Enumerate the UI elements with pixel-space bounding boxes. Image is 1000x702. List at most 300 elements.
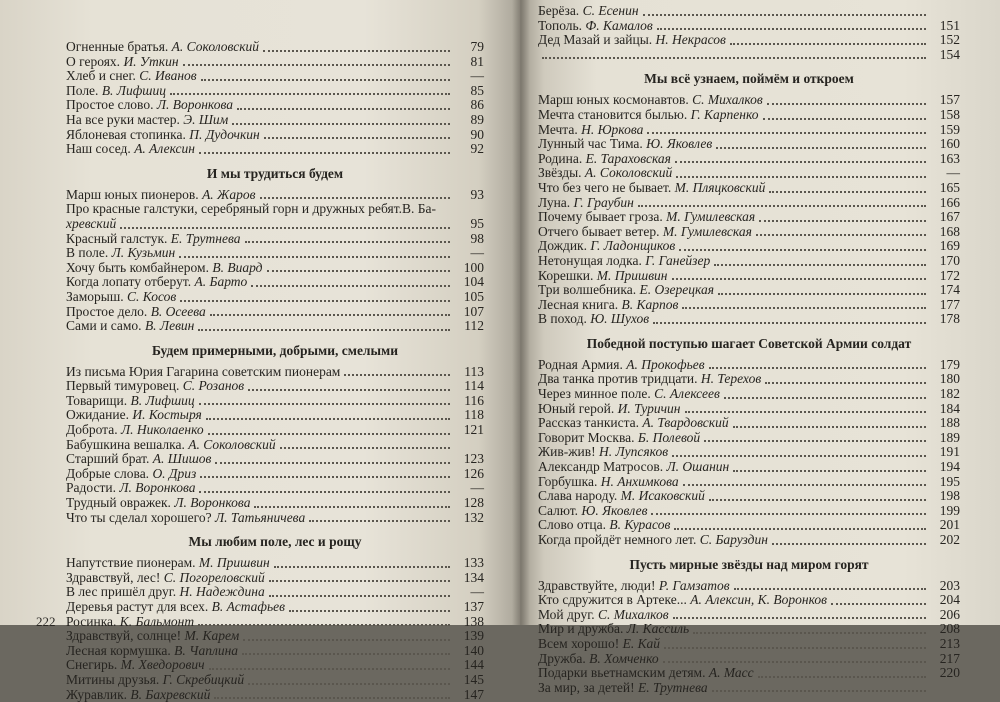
entry-page-number: 144 xyxy=(463,657,484,673)
entry-author: В. Хомченко xyxy=(589,650,659,666)
dot-leader xyxy=(542,56,926,59)
entry-work-title: Отчего бывает ветер. xyxy=(538,223,660,239)
entry-work-title: Напутствие пионерам. xyxy=(66,555,196,571)
entry-page-number: 118 xyxy=(464,407,484,423)
entry-page-number: 188 xyxy=(939,415,960,431)
entry-title xyxy=(66,69,197,84)
entry-title xyxy=(538,652,659,667)
entry-title xyxy=(66,600,285,615)
entry-title xyxy=(538,533,768,548)
toc-entry xyxy=(66,600,484,615)
entry-work-title: Старший брат. xyxy=(66,451,150,467)
toc-entry xyxy=(538,533,960,548)
dot-leader xyxy=(267,269,451,272)
toc-entry xyxy=(538,48,960,63)
entry-author: Е. Трутнева xyxy=(637,679,708,695)
entry-page-number: 90 xyxy=(470,126,484,142)
toc-entry xyxy=(66,644,484,659)
entry-page-number: 92 xyxy=(470,141,484,157)
entry-title-line xyxy=(66,217,116,232)
entry-work-title: Марш юных космонавтов. xyxy=(538,92,689,108)
entry-page-number: 213 xyxy=(939,635,960,651)
entry-author: В. Бахревский xyxy=(130,686,211,702)
dot-leader xyxy=(831,602,926,605)
entry-title xyxy=(66,319,194,334)
entry-page-number: 151 xyxy=(939,17,960,33)
entry-author: С. Баруздин xyxy=(699,532,768,547)
toc-entry xyxy=(538,166,960,181)
page-number: 222 xyxy=(36,614,56,629)
dot-leader xyxy=(683,483,926,486)
dot-leader xyxy=(673,616,926,619)
dot-leader xyxy=(120,226,450,229)
entry-work-title: Всем хорошо! xyxy=(538,635,620,651)
entry-page-number: 184 xyxy=(939,400,960,416)
toc-entry xyxy=(538,123,960,138)
entry-author: Е. Трутнева xyxy=(170,230,241,246)
toc-entry xyxy=(66,275,484,290)
toc-entry xyxy=(66,658,484,673)
entry-author: С. Розанов xyxy=(182,378,245,394)
entry-page-number: 165 xyxy=(939,179,960,195)
dot-leader xyxy=(208,432,450,435)
toc-entry xyxy=(66,84,484,99)
entry-work-title: Дед Мазай и зайцы. xyxy=(538,32,653,48)
entry-page-number: 206 xyxy=(939,606,960,622)
entry-page-number: 204 xyxy=(939,592,960,608)
entry-page-number: 121 xyxy=(463,422,484,438)
entry-work-title: Здравствуй, солнце! xyxy=(66,628,182,644)
entry-page-number: — xyxy=(470,245,484,261)
entry-title xyxy=(66,305,206,320)
section-heading: Мы любим поле, лес и рощу xyxy=(188,534,362,550)
toc-entry xyxy=(66,615,484,630)
entry-work-title: Хлеб и снег. xyxy=(66,68,136,84)
entry-author: М. Гумилевская xyxy=(662,223,752,239)
toc-entry xyxy=(538,652,960,667)
entry-work-title: Росинка. xyxy=(66,613,117,629)
toc-entry xyxy=(66,481,484,496)
entry-author: С. Есенин xyxy=(582,3,639,18)
entry-work-title: Мечта становится былью. xyxy=(538,106,688,122)
entry-page-number: 189 xyxy=(939,429,960,445)
dot-leader xyxy=(714,263,926,266)
dot-leader xyxy=(170,92,450,95)
entry-page-number: — xyxy=(946,165,960,181)
entry-page-number: 174 xyxy=(939,282,960,298)
entry-title xyxy=(66,394,195,409)
entry-work-title: О героях. xyxy=(66,53,121,69)
entry-work-title: Через минное поле. xyxy=(538,386,651,402)
right-toc-column xyxy=(538,4,960,695)
entry-page-number: 159 xyxy=(939,121,960,137)
entry-work-title: Яблоневая стопинка. xyxy=(66,126,186,142)
entry-work-title: Из письма Юрия Гагарина советским пионерам xyxy=(66,363,341,379)
entry-work-title: Жив-жив! xyxy=(538,444,596,460)
entry-title xyxy=(538,123,643,138)
entry-title xyxy=(66,452,211,467)
entry-work-title: Огненные братья. xyxy=(66,39,169,54)
section-heading: Пусть мирные звёзды над миром горят xyxy=(629,556,869,572)
section-heading: Будем примерными, добрыми, смелыми xyxy=(151,342,399,358)
entry-title xyxy=(538,254,710,269)
entry-work-title: Наш сосед. xyxy=(66,141,131,157)
entry-author: А. Твардовский xyxy=(642,415,729,431)
entry-page-number: 81 xyxy=(470,53,484,69)
entry-title xyxy=(538,166,672,181)
entry-title xyxy=(66,467,196,482)
dot-leader xyxy=(709,366,926,369)
dot-leader xyxy=(180,299,450,302)
toc-entry xyxy=(538,608,960,623)
section-heading: Мы всё узнаем, поймём и откроем xyxy=(644,71,854,87)
entry-title xyxy=(66,408,202,423)
entry-author: Г. Ганейзер xyxy=(645,252,711,268)
dot-leader xyxy=(214,696,450,699)
dot-leader xyxy=(210,313,450,316)
dot-leader xyxy=(215,461,450,464)
right-page xyxy=(520,0,1000,695)
toc-entry xyxy=(538,239,960,254)
entry-page-number: 126 xyxy=(463,465,484,481)
entry-author: Е. Тараховская xyxy=(585,150,671,166)
entry-author: С. Михалков xyxy=(597,606,669,622)
dot-leader xyxy=(251,284,450,287)
entry-page-number: 140 xyxy=(463,642,484,658)
entry-title xyxy=(66,438,276,453)
entry-title xyxy=(66,481,195,496)
entry-author: А. Соколовский xyxy=(188,436,276,452)
entry-author: В. Чаплина xyxy=(174,642,239,658)
entry-author: В. Виард xyxy=(212,259,263,275)
entry-page-number: 95 xyxy=(470,215,484,231)
toc-entry xyxy=(538,445,960,460)
entry-title xyxy=(66,379,244,394)
toc-entry xyxy=(66,188,484,203)
dot-leader xyxy=(243,638,450,641)
entry-page-number: 217 xyxy=(939,650,960,666)
dot-leader xyxy=(693,631,926,634)
toc-entry xyxy=(538,225,960,240)
entry-work-title: Снегирь. xyxy=(66,657,118,673)
entry-work-title: Поле. xyxy=(66,82,99,98)
entry-page-number: 134 xyxy=(463,569,484,585)
entry-author: Г. Граубин xyxy=(573,194,634,210)
entry-page-number: 208 xyxy=(939,621,960,637)
toc-entry xyxy=(538,196,960,211)
entry-work-title: Когда лопату отберут. xyxy=(66,274,192,290)
toc-entry xyxy=(66,113,484,128)
toc-entry xyxy=(66,423,484,438)
entry-title xyxy=(66,113,228,128)
entry-page-number: 105 xyxy=(463,288,484,304)
entry-work-title: Родная Армия. xyxy=(538,356,623,372)
toc-entry xyxy=(538,19,960,34)
entry-work-title: Родина. xyxy=(538,150,583,166)
entry-author: С. Погореловский xyxy=(163,569,265,585)
entry-author: Н. Лупсяков xyxy=(599,444,669,460)
entry-author: Л. Воронкова xyxy=(156,97,233,113)
entry-title xyxy=(538,666,754,681)
entry-work-title: Митины друзья. xyxy=(66,671,160,687)
entry-page-number: 157 xyxy=(939,92,960,108)
toc-entry xyxy=(66,261,484,276)
dot-leader xyxy=(758,675,926,678)
entry-page-number: 179 xyxy=(939,356,960,372)
entry-work-title: Тополь. xyxy=(538,17,583,33)
entry-author: И. Уткин xyxy=(123,53,179,69)
toc-entry xyxy=(538,298,960,313)
entry-title xyxy=(538,239,675,254)
entry-author: Н. Юркова xyxy=(581,121,644,137)
dot-leader xyxy=(672,277,926,280)
entry-work-title: Луна. xyxy=(538,194,571,210)
entry-title xyxy=(538,593,827,608)
dot-leader xyxy=(309,519,450,522)
entry-title xyxy=(66,511,305,526)
entry-page-number: — xyxy=(470,584,484,600)
toc-entry xyxy=(538,416,960,431)
toc-entry xyxy=(66,319,484,334)
entry-title xyxy=(66,55,179,70)
entry-page-number: 163 xyxy=(939,150,960,166)
entry-page-number: 104 xyxy=(463,274,484,290)
toc-entry xyxy=(538,254,960,269)
entry-title xyxy=(66,232,241,247)
dot-leader xyxy=(206,417,450,420)
entry-work-title: За мир, за детей! xyxy=(538,679,635,695)
entry-author: С. Михалков xyxy=(692,92,763,108)
entry-author: М. Гумилевская xyxy=(666,209,756,225)
toc-entry xyxy=(66,585,484,600)
entry-title xyxy=(538,210,755,225)
dot-leader xyxy=(704,439,926,442)
dot-leader xyxy=(198,328,450,331)
entry-author: И. Туричин xyxy=(617,400,681,416)
entry-page-number: 203 xyxy=(939,577,960,593)
entry-page-number: 107 xyxy=(463,303,484,319)
entry-author: В. Лифшиц xyxy=(130,392,195,408)
entry-page-number: 100 xyxy=(463,259,484,275)
entry-title xyxy=(66,142,195,157)
entry-work-title: Почему бывает гроза. xyxy=(538,209,663,225)
toc-entry xyxy=(538,210,960,225)
toc-entry-continued xyxy=(66,217,484,232)
entry-title xyxy=(538,460,729,475)
entry-title xyxy=(66,615,194,630)
entry-title xyxy=(538,225,752,240)
entry-work-title: Лесная кормушка. xyxy=(66,642,171,658)
entry-author: Л. Кузьмин xyxy=(111,245,176,261)
entry-page-number: — xyxy=(470,480,484,496)
entry-title xyxy=(538,298,678,313)
dot-leader xyxy=(718,292,926,295)
entry-work-title: Доброта. xyxy=(66,422,118,438)
dot-leader xyxy=(274,565,450,568)
toc-entry xyxy=(538,504,960,519)
entry-title xyxy=(66,275,247,290)
entry-work-title: В поле. xyxy=(66,245,109,261)
toc-entry xyxy=(66,246,484,261)
entry-page-number: 138 xyxy=(463,613,484,629)
toc-entry xyxy=(538,579,960,594)
toc-entry xyxy=(66,290,484,305)
toc-entry xyxy=(66,305,484,320)
entry-title xyxy=(66,365,340,380)
dot-leader xyxy=(248,682,450,685)
entry-title xyxy=(538,489,705,504)
entry-title xyxy=(66,84,166,99)
entry-work-title: Радости. xyxy=(66,480,116,496)
entry-page-number: 201 xyxy=(939,517,960,533)
entry-title xyxy=(538,196,634,211)
dot-leader xyxy=(269,579,450,582)
entry-title xyxy=(538,416,729,431)
entry-page-number: 85 xyxy=(470,82,484,98)
toc-entry xyxy=(66,629,484,644)
entry-work-title: В лес пришёл друг. xyxy=(66,584,177,600)
dot-leader xyxy=(763,117,926,120)
entry-page-number: 79 xyxy=(470,39,484,54)
entry-title xyxy=(66,629,239,644)
dot-leader xyxy=(767,102,926,105)
entry-page-number: 220 xyxy=(939,665,960,681)
dot-leader xyxy=(674,527,926,530)
entry-author: М. Пляцковский xyxy=(674,179,766,195)
entry-author: Э. Шим xyxy=(183,111,229,127)
toc-entry xyxy=(66,452,484,467)
toc-entry xyxy=(538,283,960,298)
dot-leader xyxy=(724,396,926,399)
toc-entry xyxy=(538,108,960,123)
entry-author: О. Дриз xyxy=(152,465,197,481)
entry-title xyxy=(66,688,210,702)
entry-author: В. Левин xyxy=(144,318,195,334)
entry-author: Ю. Яковлев xyxy=(646,136,713,152)
toc-entry xyxy=(66,128,484,143)
entry-page-number: 195 xyxy=(939,473,960,489)
toc-entry xyxy=(538,666,960,681)
entry-author: С. Иванов xyxy=(139,68,197,84)
entry-title xyxy=(538,312,649,327)
dot-leader xyxy=(663,660,926,663)
toc-entry xyxy=(538,269,960,284)
toc-entry xyxy=(538,358,960,373)
entry-page-number: 199 xyxy=(939,502,960,518)
dot-leader xyxy=(733,469,926,472)
entry-page-number: 98 xyxy=(470,230,484,246)
entry-work-title: Здравствуйте, люди! xyxy=(538,577,656,593)
entry-title xyxy=(66,496,250,511)
entry-author: Ф. Камалов xyxy=(585,17,653,33)
entry-author: С. Алексеев xyxy=(654,386,720,402)
entry-author: Ю. Шухов xyxy=(590,311,650,327)
section-heading: И мы трудиться будем xyxy=(206,165,344,181)
dot-leader xyxy=(685,410,927,413)
entry-author: С. Косов xyxy=(127,288,177,304)
entry-work-title: Мечта. xyxy=(538,121,578,137)
dot-leader xyxy=(199,151,450,154)
entry-title xyxy=(538,445,668,460)
dot-leader xyxy=(179,255,450,258)
entry-page-number: 152 xyxy=(939,32,960,48)
entry-author: Н. Некрасов xyxy=(655,32,726,48)
entry-title xyxy=(538,475,679,490)
toc-entry xyxy=(538,460,960,475)
entry-title xyxy=(538,269,668,284)
toc-entry xyxy=(538,152,960,167)
entry-page-number: 112 xyxy=(464,318,484,334)
toc-entry xyxy=(66,688,484,702)
entry-author: Г. Ладонщиков xyxy=(590,238,676,254)
entry-page-number: 139 xyxy=(463,628,484,644)
entry-title xyxy=(66,585,265,600)
dot-leader xyxy=(199,402,450,405)
entry-author: Б. Полевой xyxy=(637,429,701,445)
entry-page-number: 133 xyxy=(463,555,484,571)
entry-page-number: 191 xyxy=(939,444,960,460)
entry-page-number: 154 xyxy=(939,46,960,62)
toc-entry xyxy=(538,93,960,108)
dot-leader xyxy=(638,204,926,207)
entry-title xyxy=(66,290,176,305)
entry-page-number: 89 xyxy=(470,111,484,127)
entry-work-title: Берёза. xyxy=(538,3,580,18)
entry-work-title: Простое дело. xyxy=(66,303,148,319)
entry-title xyxy=(538,387,720,402)
entry-author: М. Пришвин xyxy=(596,267,668,283)
dot-leader xyxy=(198,623,450,626)
entry-author: М. Исаковский xyxy=(620,488,705,504)
entry-author: Ю. Яковлев xyxy=(581,502,648,518)
dot-leader xyxy=(676,175,926,178)
dot-leader xyxy=(712,689,926,692)
entry-title xyxy=(66,423,204,438)
entry-work-title: Подарки вьетнамским детям. xyxy=(538,665,706,681)
entry-page-number: 132 xyxy=(463,509,484,525)
entry-title xyxy=(66,571,265,586)
toc-entry xyxy=(66,571,484,586)
entry-page-number: 194 xyxy=(939,459,960,475)
entry-author: Л. Ошанин xyxy=(666,459,730,475)
entry-page-number: 166 xyxy=(939,194,960,210)
entry-page-number: 128 xyxy=(463,495,484,511)
entry-title xyxy=(66,188,256,203)
entry-title xyxy=(538,152,671,167)
entry-work-title: Дружба. xyxy=(538,650,586,666)
entry-title xyxy=(538,402,681,417)
entry-author: Р. Гамзатов xyxy=(658,577,730,593)
toc-entry xyxy=(66,673,484,688)
entry-author: Н. Надеждина xyxy=(179,584,265,600)
entry-author: Л. Воронкова xyxy=(119,480,196,496)
entry-title xyxy=(538,137,712,152)
entry-author: М. Карем xyxy=(184,628,240,644)
entry-work-title: Ожидание. xyxy=(66,407,129,423)
toc-entry xyxy=(66,556,484,571)
entry-work-title: В поход. xyxy=(538,311,587,327)
dot-leader xyxy=(289,609,450,612)
dot-leader xyxy=(653,321,926,324)
entry-author: Л. Николаенко xyxy=(120,422,204,438)
entry-work-title: Корешки. xyxy=(538,267,594,283)
toc-entry xyxy=(66,379,484,394)
entry-title xyxy=(538,579,730,594)
entry-author: А. Соколовский xyxy=(584,165,673,181)
dot-leader xyxy=(280,446,450,449)
toc-entry xyxy=(538,489,960,504)
entry-work-title: Деревья растут для всех. xyxy=(66,599,209,614)
